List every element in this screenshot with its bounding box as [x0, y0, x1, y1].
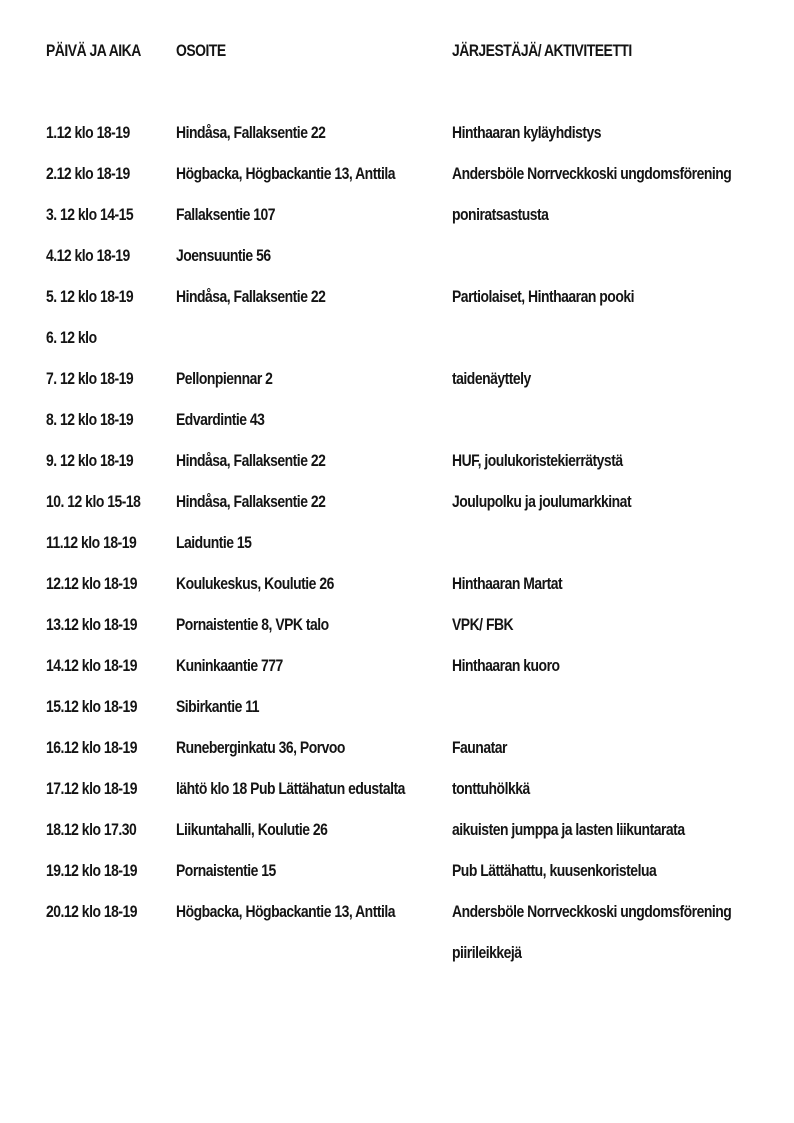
- row-date: 10. 12 klo 15-18: [46, 492, 141, 511]
- row-date: 3. 12 klo 14-15: [46, 205, 134, 224]
- row-address: Edvardintie 43: [176, 410, 265, 429]
- row-activity: VPK/ FBK: [452, 615, 514, 634]
- row-activity: Andersböle Norrveckkoski ungdomsförening: [452, 164, 732, 183]
- row-address: Pornaistentie 15: [176, 861, 276, 880]
- header-date: PÄIVÄ JA AIKA: [46, 41, 141, 60]
- row-activity: Joulupolku ja joulumarkkinat: [452, 492, 632, 511]
- row-address: Kuninkaantie 777: [176, 656, 283, 675]
- row-date: 1.12 klo 18-19: [46, 123, 130, 142]
- row-date: 5. 12 klo 18-19: [46, 287, 134, 306]
- row-address: Hindåsa, Fallaksentie 22: [176, 287, 326, 306]
- row-address: Runeberginkatu 36, Porvoo: [176, 738, 345, 757]
- row-address: Pellonpiennar 2: [176, 369, 273, 388]
- row-activity: Faunatar: [452, 738, 507, 757]
- row-activity: taidenäyttely: [452, 369, 531, 388]
- row-date: 16.12 klo 18-19: [46, 738, 138, 757]
- row-activity: Hinthaaran kuoro: [452, 656, 560, 675]
- row-address: Fallaksentie 107: [176, 205, 276, 224]
- row-date: 17.12 klo 18-19: [46, 779, 138, 798]
- row-address: Laiduntie 15: [176, 533, 252, 552]
- row-activity: Hinthaaran Martat: [452, 574, 563, 593]
- row-address: Liikuntahalli, Koulutie 26: [176, 820, 328, 839]
- row-address: Högbacka, Högbackantie 13, Anttila: [176, 164, 396, 183]
- row-date: 12.12 klo 18-19: [46, 574, 138, 593]
- row-address: Koulukeskus, Koulutie 26: [176, 574, 334, 593]
- row-address: Högbacka, Högbackantie 13, Anttila: [176, 902, 396, 921]
- row-date: 15.12 klo 18-19: [46, 697, 138, 716]
- row-activity: HUF, joulukoristekierrätystä: [452, 451, 623, 470]
- row-activity: Hinthaaran kyläyhdistys: [452, 123, 602, 142]
- row-date: 18.12 klo 17.30: [46, 820, 137, 839]
- row-address: Hindåsa, Fallaksentie 22: [176, 492, 326, 511]
- header-activity: JÄRJESTÄJÄ/ AKTIVITEETTI: [452, 41, 632, 60]
- row-activity: Pub Lättähattu, kuusenkoristelua: [452, 861, 657, 880]
- row-date: 13.12 klo 18-19: [46, 615, 138, 634]
- row-activity: Andersböle Norrveckkoski ungdomsförening: [452, 902, 732, 921]
- row-date: 9. 12 klo 18-19: [46, 451, 134, 470]
- row-date: 6. 12 klo: [46, 328, 97, 347]
- row-address: lähtö klo 18 Pub Lättähatun edustalta: [176, 779, 405, 798]
- row-date: 20.12 klo 18-19: [46, 902, 138, 921]
- row-activity: aikuisten jumppa ja lasten liikuntarata: [452, 820, 685, 839]
- row-address: Hindåsa, Fallaksentie 22: [176, 451, 326, 470]
- row-date: 19.12 klo 18-19: [46, 861, 138, 880]
- row-date: 11.12 klo 18-19: [46, 533, 137, 552]
- row-address: Joensuuntie 56: [176, 246, 271, 265]
- row-date: 4.12 klo 18-19: [46, 246, 130, 265]
- row-address: Hindåsa, Fallaksentie 22: [176, 123, 326, 142]
- row-date: 7. 12 klo 18-19: [46, 369, 134, 388]
- row-date: 14.12 klo 18-19: [46, 656, 138, 675]
- row-activity: poniratsastusta: [452, 205, 549, 224]
- row-address: Pornaistentie 8, VPK talo: [176, 615, 329, 634]
- row-date: 2.12 klo 18-19: [46, 164, 130, 183]
- row-activity: piirileikkejä: [452, 943, 522, 962]
- row-activity: Partiolaiset, Hinthaaran pooki: [452, 287, 635, 306]
- row-date: 8. 12 klo 18-19: [46, 410, 134, 429]
- row-address: Sibirkantie 11: [176, 697, 259, 716]
- row-activity: tonttuhölkkä: [452, 779, 530, 798]
- header-address: OSOITE: [176, 41, 226, 60]
